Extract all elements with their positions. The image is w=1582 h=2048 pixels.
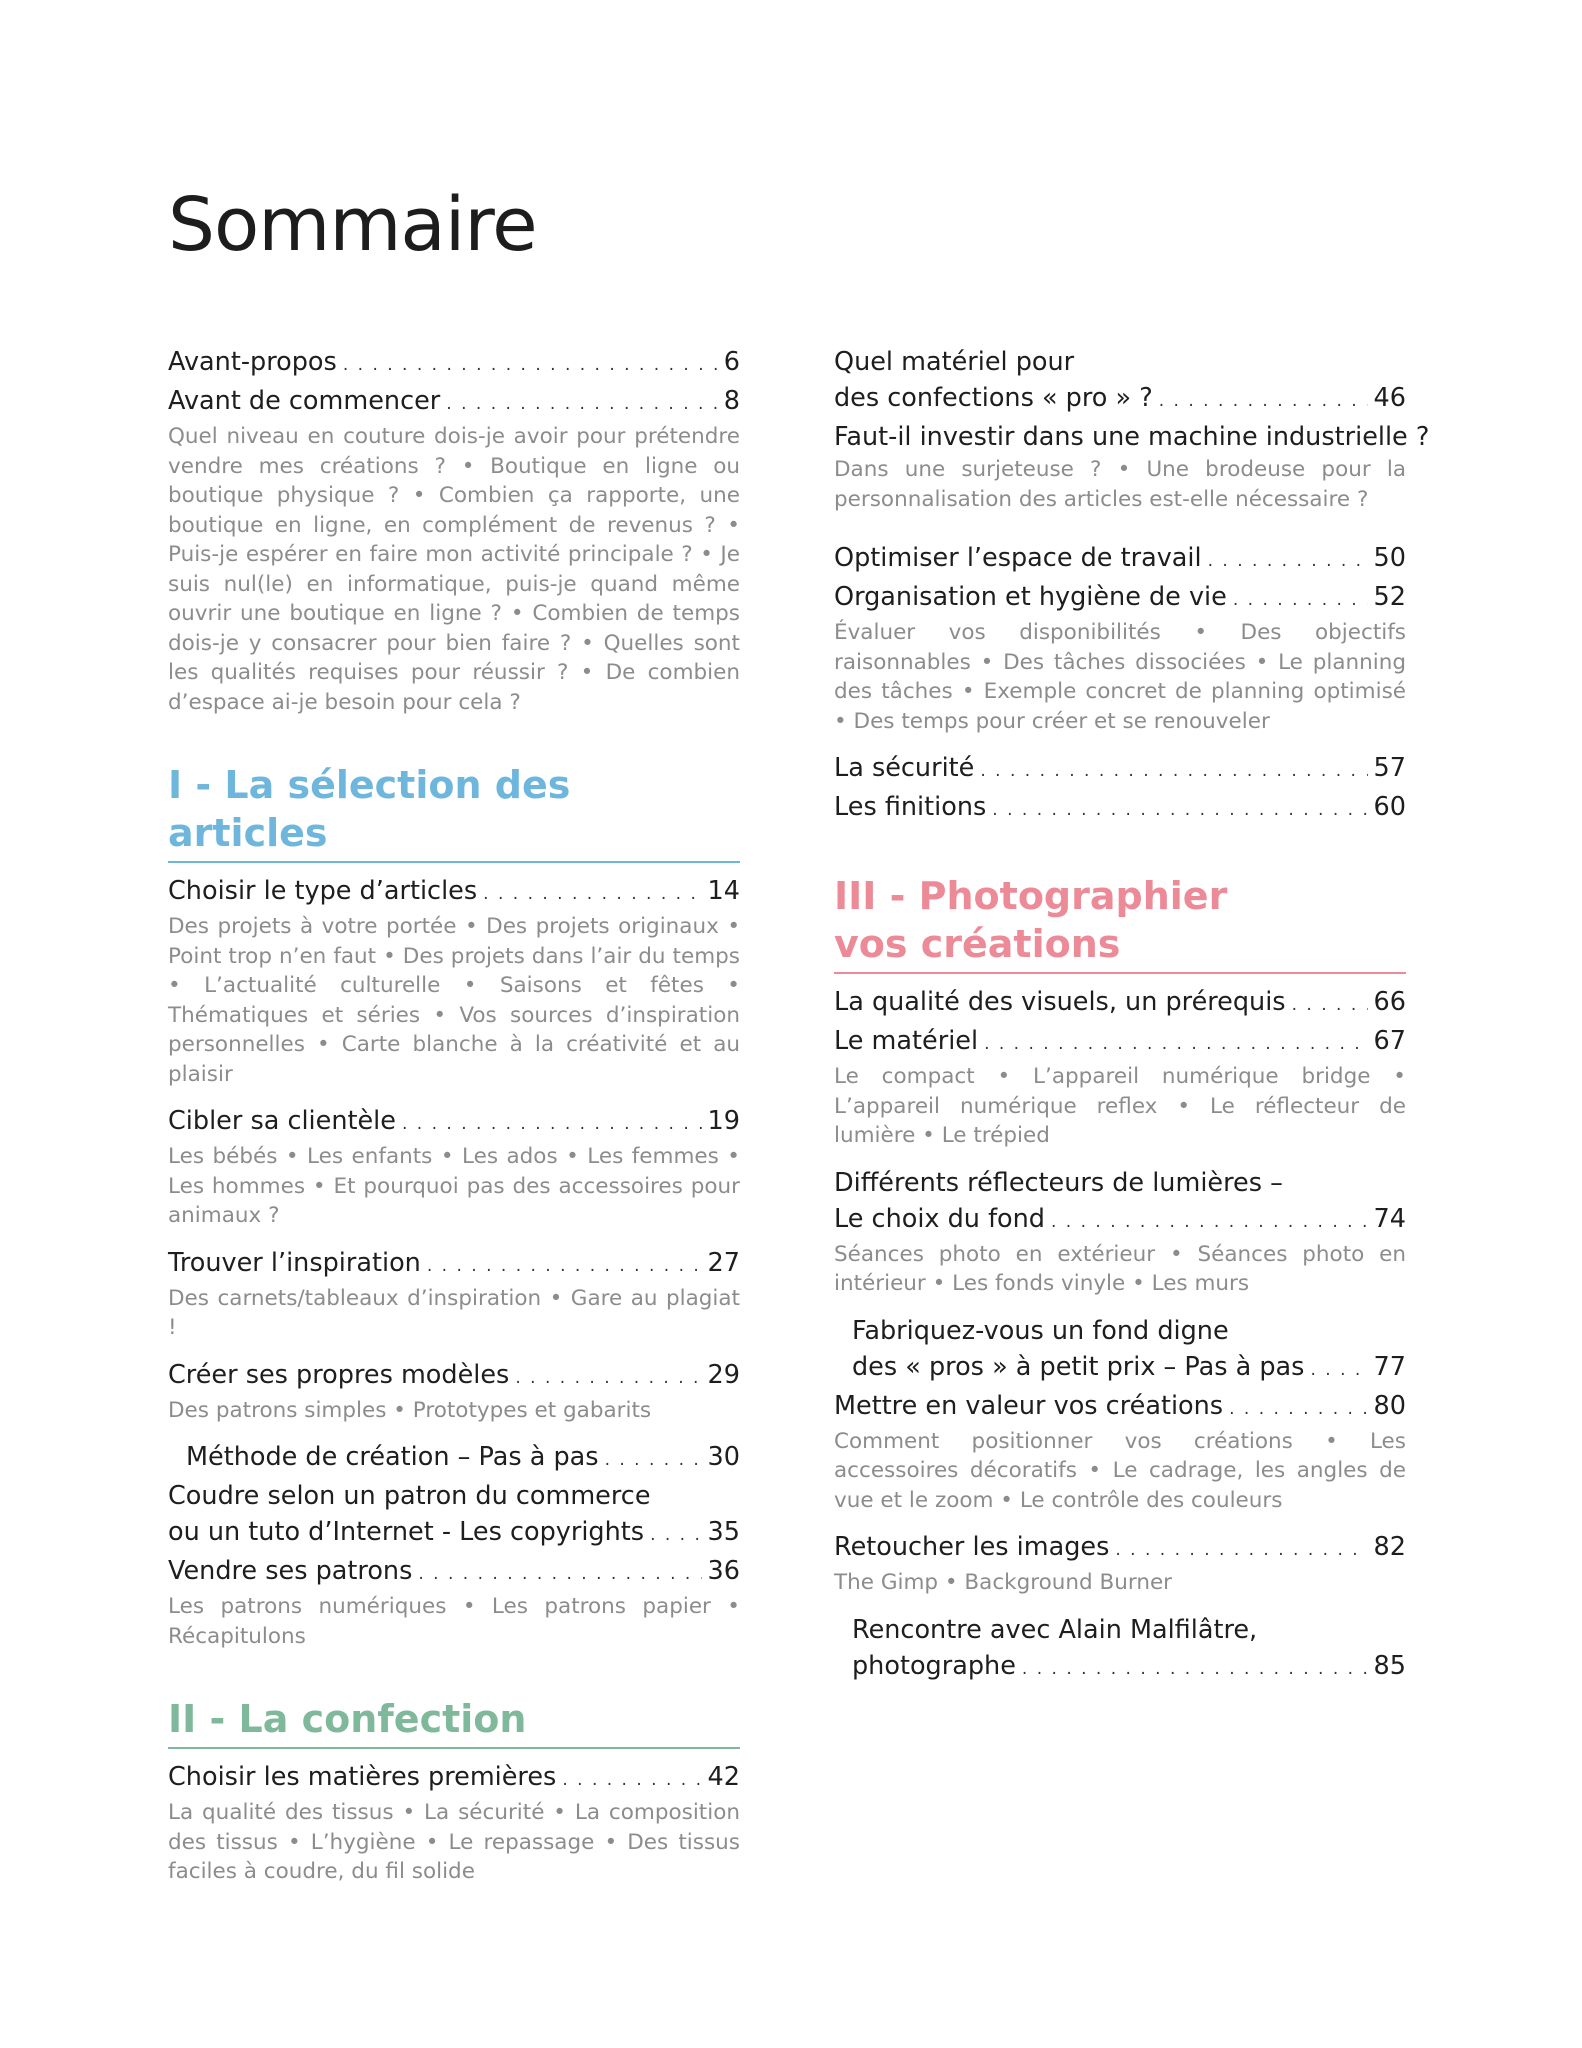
toc-entry-description: Quel niveau en couture dois-je avoir pour prétendre vendre mes créations ? • Boutique en ligne ou boutique physique ? • Combien ça rapporte, une boutique en ligne, en complément de revenus ? • Puis-je espérer en faire mon activité principale ? • Je suis nul(le) en informatique, puis-je quand même ouvrir une boutique en ligne ? • Combien de temps dois-je y consacrer pour bien faire ? • Quelles sont les qualités requises pour réussir ? • De combien d’espace ai-je besoin pour cela ? — [168, 424, 740, 715]
leader-dots — [1022, 1651, 1368, 1687]
toc-entry[interactable] — [168, 1439, 740, 1478]
toc-entry-label-line1[interactable]: Coudre selon un patron du commerce — [168, 1481, 651, 1511]
spacer — [834, 528, 1406, 540]
leader-dots — [343, 347, 718, 383]
leader-dots — [1159, 383, 1368, 419]
toc-entry-label: Mettre en valeur vos créations — [834, 1390, 1224, 1421]
leader-dots — [1051, 1204, 1368, 1240]
toc-entry[interactable] — [168, 1103, 740, 1142]
toc-page-number: 42 — [707, 1762, 740, 1792]
section-heading-2 — [168, 1695, 740, 1749]
toc-entry-label: Le choix du fond — [834, 1203, 1045, 1234]
toc-entry-description: Le compact • L’appareil numérique bridge • L’appareil numérique reflex • Le réflecteur de lumière • Le trépied — [834, 1064, 1406, 1148]
toc-page-number: 85 — [1373, 1650, 1406, 1681]
section-heading-3 — [834, 872, 1406, 974]
toc-entry-description: La qualité des tissus • La sécurité • La composition des tissus • L’hygiène • Le repassage • Des tissus faciles à coudre, du fil solide — [168, 1800, 740, 1884]
section-title-line1[interactable]: III - Photographier — [834, 874, 1228, 918]
leader-dots — [418, 1556, 701, 1592]
toc-entry-label: Optimiser l’espace de travail — [834, 543, 1202, 573]
toc-entry-label: Avant de commencer — [168, 386, 441, 416]
toc-entry[interactable] — [834, 380, 1406, 419]
section-title[interactable]: II - La confection — [168, 1697, 527, 1741]
toc-entry[interactable] — [168, 344, 740, 383]
toc-entry-label: Retoucher les images — [834, 1532, 1110, 1562]
toc-page-number: 8 — [723, 386, 740, 416]
section-title[interactable]: I - La sélection des articles — [168, 763, 571, 855]
toc-page-number: 67 — [1373, 1026, 1406, 1056]
toc-page-number: 35 — [707, 1517, 740, 1547]
leader-dots — [980, 753, 1367, 789]
toc-page-number: 77 — [1373, 1351, 1406, 1382]
leader-dots — [984, 1026, 1367, 1062]
section-heading-1 — [168, 761, 740, 863]
toc-page-number: 6 — [723, 347, 740, 377]
toc-entry[interactable] — [168, 1553, 740, 1592]
toc-entry-label: Vendre ses patrons — [168, 1556, 413, 1586]
toc-page-number: 14 — [707, 876, 740, 906]
toc-entry[interactable] — [168, 1514, 740, 1553]
leader-dots — [446, 386, 718, 422]
toc-entry-label: Créer ses propres modèles — [168, 1359, 510, 1390]
toc-page-number: 80 — [1373, 1390, 1406, 1421]
toc-page-number: 60 — [1373, 792, 1406, 822]
toc-entry-description: Séances photo en extérieur • Séances photo en intérieur • Les fonds vinyle • Les murs — [834, 1241, 1406, 1296]
toc-entry-description: Évaluer vos disponibilités • Des objectifs raisonnables • Des tâches dissociées • Le planning des tâches • Exemple concret de planning optimisé • Des temps pour créer et se renouveler — [834, 620, 1406, 734]
section-title-line2[interactable]: vos créations — [834, 922, 1121, 966]
toc-page-number: 27 — [707, 1247, 740, 1278]
toc-page-number: 50 — [1373, 543, 1406, 573]
leader-dots — [427, 1248, 702, 1284]
toc-entry-description: Des carnets/tableaux d’inspiration • Gare au plagiat ! — [168, 1285, 740, 1340]
toc-left-column — [168, 344, 740, 1901]
toc-page-number: 66 — [1373, 987, 1406, 1017]
toc-page-number: 82 — [1373, 1532, 1406, 1562]
leader-dots — [562, 1762, 701, 1798]
toc-entry-label: Trouver l’inspiration — [168, 1247, 421, 1278]
toc-entry-label-line1[interactable]: Quel matériel pour — [834, 347, 1075, 377]
toc-entry[interactable] — [168, 1357, 740, 1396]
toc-entry[interactable] — [834, 984, 1406, 1023]
toc-entry[interactable] — [834, 1023, 1406, 1062]
toc-page-number: 57 — [1373, 753, 1406, 783]
toc-entry-label[interactable]: Faut-il investir dans une machine industrielle ? — [834, 422, 1430, 452]
toc-entry[interactable] — [834, 579, 1406, 618]
toc-right-column — [834, 344, 1430, 1687]
toc-entry-description: The Gimp • Background Burner — [834, 1570, 1173, 1595]
toc-entry-label: La qualité des visuels, un prérequis — [834, 987, 1286, 1017]
toc-entry-label-line1[interactable]: Différents réflecteurs de lumières – — [834, 1167, 1283, 1198]
toc-page-number: 29 — [707, 1359, 740, 1390]
toc-entry-label: La sécurité — [834, 753, 975, 783]
leader-dots — [1115, 1532, 1367, 1568]
toc-entry-description: Des patrons simples • Prototypes et gabarits — [168, 1397, 652, 1423]
toc-page-number: 52 — [1373, 582, 1406, 612]
toc-entry[interactable] — [834, 789, 1406, 828]
leader-dots — [402, 1106, 702, 1142]
toc-entry[interactable] — [834, 1201, 1406, 1240]
toc-entry-label: Organisation et hygiène de vie — [834, 582, 1227, 612]
toc-entry-label: Avant-propos — [168, 347, 337, 377]
leader-dots — [483, 876, 701, 912]
toc-entry[interactable] — [834, 1648, 1406, 1687]
toc-entry[interactable] — [834, 540, 1406, 579]
toc-entry-label: Le matériel — [834, 1026, 979, 1056]
leader-dots — [992, 792, 1367, 828]
toc-entry-description: Des projets à votre portée • Des projets originaux • Point trop n’en faut • Des projets dans l’air du temps • L’actualité culturelle • Saisons et fêtes • Thématiques et séries • Vos sources d’inspiration personnelles • Carte blanche à la créativité et au plaisir — [168, 914, 740, 1087]
toc-entry-description: Les bébés • Les enfants • Les ados • Les femmes • Les hommes • Et pourquoi pas des accessoires pour animaux ? — [168, 1144, 740, 1228]
toc-entry-label: ou un tuto d’Internet - Les copyrights — [168, 1517, 645, 1547]
toc-entry-description: Comment positionner vos créations • Les accessoires décoratifs • Le cadrage, les angles de vue et le zoom • Le contrôle des couleurs — [834, 1428, 1406, 1513]
toc-entry[interactable] — [168, 1245, 740, 1284]
toc-entry-label: photographe — [852, 1650, 1016, 1681]
toc-entry[interactable] — [834, 750, 1406, 789]
toc-entry[interactable] — [834, 1388, 1406, 1427]
toc-entry-label: Cibler sa clientèle — [168, 1106, 396, 1136]
toc-entry-label: Les finitions — [834, 792, 987, 822]
page-title: Sommaire — [168, 182, 537, 268]
toc-entry[interactable] — [834, 1349, 1406, 1388]
toc-entry[interactable] — [168, 383, 740, 422]
toc-entry-label-line1[interactable]: Fabriquez-vous un fond digne — [852, 1315, 1229, 1346]
leader-dots — [1292, 987, 1368, 1023]
toc-entry-description: Les patrons numériques • Les patrons papier • Récapitulons — [168, 1594, 740, 1649]
leader-dots — [650, 1517, 701, 1553]
toc-entry[interactable] — [168, 1759, 740, 1798]
toc-page-number: 74 — [1373, 1203, 1406, 1234]
toc-entry-label: Choisir les matières premières — [168, 1762, 557, 1792]
leader-dots — [1233, 582, 1368, 618]
toc-page-number: 30 — [707, 1442, 740, 1472]
toc-entry-label: des confections « pro » ? — [834, 383, 1153, 413]
toc-entry[interactable] — [168, 873, 740, 912]
leader-dots — [515, 1360, 701, 1396]
toc-entry-label-line1[interactable]: Rencontre avec Alain Malfilâtre, — [852, 1614, 1258, 1645]
leader-dots — [1229, 1391, 1367, 1427]
toc-entry-label: des « pros » à petit prix – Pas à pas — [852, 1351, 1305, 1382]
toc-entry[interactable] — [834, 1529, 1406, 1568]
leader-dots — [605, 1442, 702, 1478]
toc-page-number: 19 — [707, 1106, 740, 1136]
toc-entry-label: Choisir le type d’articles — [168, 876, 478, 906]
toc-page-number: 46 — [1373, 383, 1406, 413]
leader-dots — [1310, 1352, 1367, 1388]
toc-page-number: 36 — [707, 1556, 740, 1586]
toc-entry-description: Dans une surjeteuse ? • Une brodeuse pour la personnalisation des articles est-elle nécessaire ? — [834, 457, 1406, 512]
leader-dots — [1208, 543, 1368, 579]
toc-entry-label: Méthode de création – Pas à pas — [186, 1442, 599, 1472]
